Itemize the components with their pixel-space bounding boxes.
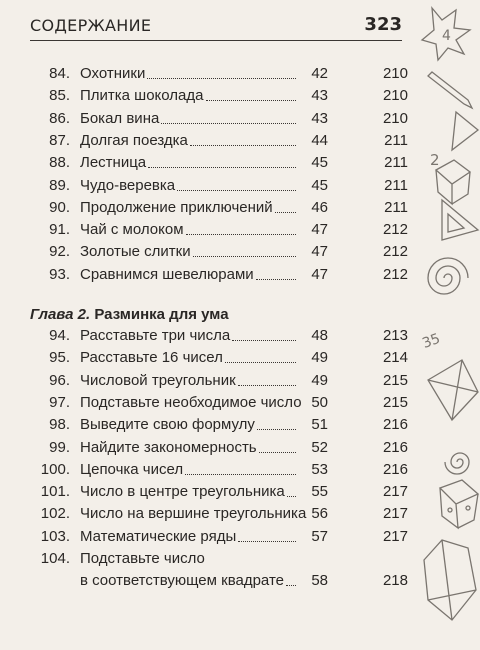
entry-page-problem: 45 <box>311 176 328 194</box>
entry-page-problem: 43 <box>311 87 328 105</box>
dot-leader <box>225 362 296 363</box>
toc-entry <box>30 347 408 369</box>
dot-leader <box>147 78 296 79</box>
toc-entry <box>30 325 408 347</box>
entry-page-answer: 210 <box>382 109 408 127</box>
entry-page-problem: 47 <box>311 265 328 283</box>
entry-page-answer: 215 <box>382 393 408 411</box>
entry-page-answer: 212 <box>382 221 408 239</box>
toc-entry <box>30 414 408 436</box>
toc-entry <box>30 175 408 197</box>
dot-leader <box>275 212 296 213</box>
entry-page-answer: 217 <box>382 483 408 501</box>
dot-leader <box>232 340 296 341</box>
dot-leader <box>238 541 296 542</box>
cube-doodle-icon <box>436 160 470 204</box>
entry-number: 89. <box>49 176 70 194</box>
doodle-digit-mid: 2 <box>430 151 440 169</box>
entry-number: 96. <box>49 371 70 389</box>
entry-page-problem: 50 <box>311 393 328 411</box>
toc-entry <box>30 108 408 130</box>
entry-page-problem: 44 <box>311 131 328 149</box>
dot-leader <box>193 256 296 257</box>
entry-number: 101. <box>40 483 70 501</box>
entry-page-answer: 210 <box>382 87 408 105</box>
entry-title: Цепочка чисел <box>80 459 185 481</box>
entry-title: Продолжение приключений <box>80 197 275 219</box>
entry-title: Число в центре треугольника <box>80 481 287 503</box>
entry-title: Математические ряды <box>80 526 238 548</box>
toc-entry <box>30 481 408 503</box>
entry-number: 99. <box>49 438 70 456</box>
entry-page-answer: 212 <box>382 265 408 283</box>
dot-leader <box>287 496 296 497</box>
entry-title: Найдите закономерность <box>80 437 259 459</box>
dice-doodle-icon <box>440 480 478 528</box>
entry-title: Лестница <box>80 152 148 174</box>
entry-page-answer: 218 <box>382 572 408 589</box>
entry-page-answer: 210 <box>382 65 408 82</box>
doodle-digit-low: 35 <box>420 330 443 352</box>
entry-title: Числовой треугольник <box>80 370 238 392</box>
page-header <box>30 14 402 41</box>
entry-number: 92. <box>49 243 70 261</box>
triangle-doodle-icon <box>452 112 478 150</box>
toc-entry <box>30 570 408 592</box>
chapter-heading <box>30 304 408 326</box>
crystal-doodle-icon <box>424 540 476 620</box>
entry-number: 86. <box>49 109 70 127</box>
entry-title: Число на вершине треугольника <box>80 503 308 525</box>
entry-title: Расставьте 16 чисел <box>80 347 225 369</box>
toc-entry <box>30 370 408 392</box>
entry-page-problem: 47 <box>311 221 328 239</box>
toc-entry <box>30 241 408 263</box>
entry-title: Подставьте число <box>80 548 207 570</box>
entry-page-answer: 215 <box>382 371 408 389</box>
entry-page-problem: 53 <box>311 460 328 478</box>
entry-page-problem: 55 <box>311 483 328 501</box>
spiral-doodle-icon <box>428 258 468 294</box>
spiral-small-icon <box>445 453 469 474</box>
entry-number: 98. <box>49 416 70 434</box>
entry-number: 103. <box>40 527 70 545</box>
entry-title: Плитка шоколада <box>80 85 206 107</box>
entry-page-answer: 211 <box>384 131 408 149</box>
toc-entry <box>30 219 408 241</box>
entry-number: 91. <box>49 221 70 239</box>
entry-page-answer: 212 <box>382 243 408 261</box>
dot-leader <box>206 100 296 101</box>
entry-number: 88. <box>49 154 70 172</box>
entry-number: 87. <box>49 131 70 149</box>
entry-number: 104. <box>40 550 70 567</box>
dot-leader <box>186 234 296 235</box>
entry-page-problem: 48 <box>311 327 328 344</box>
toc-entry <box>30 264 408 286</box>
entry-number: 95. <box>49 349 70 367</box>
entry-page-answer: 216 <box>382 460 408 478</box>
pencil-doodle-icon <box>428 72 472 108</box>
doodle-digit-top: 4 <box>442 28 451 44</box>
dot-leader <box>185 474 296 475</box>
entry-page-answer: 217 <box>382 527 408 545</box>
toc-entry <box>30 392 408 414</box>
toc-entry <box>30 197 408 219</box>
dot-leader <box>259 452 296 453</box>
entry-number: 93. <box>49 265 70 283</box>
entry-page-problem: 56 <box>311 505 328 523</box>
toc-entry <box>30 85 408 107</box>
entry-page-problem: 52 <box>311 438 328 456</box>
dot-leader <box>190 145 296 146</box>
entry-title: Сравнимся шевелюрами <box>80 264 256 286</box>
toc-entry <box>30 130 408 152</box>
entry-number: 85. <box>49 87 70 105</box>
entry-title: Чудо-веревка <box>80 175 177 197</box>
entry-page-answer: 214 <box>382 349 408 367</box>
margin-doodles <box>412 0 480 650</box>
triangle-ruler-icon <box>442 200 478 240</box>
toc-entry <box>30 526 408 548</box>
dot-leader <box>286 585 296 586</box>
entry-page-problem: 57 <box>311 527 328 545</box>
dot-leader <box>161 123 296 124</box>
entry-title: Охотники <box>80 63 147 85</box>
entry-page-answer: 211 <box>384 154 408 172</box>
entry-page-answer: 217 <box>382 505 408 523</box>
entry-title: Подставьте необходимое число <box>80 392 304 414</box>
chapter-prefix: Глава 2. <box>30 306 91 323</box>
entry-page-problem: 42 <box>311 65 328 82</box>
entry-page-answer: 216 <box>382 438 408 456</box>
entry-page-answer: 211 <box>384 176 408 194</box>
entry-title: Бокал вина <box>80 108 161 130</box>
dot-leader <box>257 429 296 430</box>
entry-title: Выведите свою формулу <box>80 414 257 436</box>
entry-number: 102. <box>40 505 70 523</box>
entry-page-problem: 46 <box>311 198 328 216</box>
toc-entry <box>30 437 408 459</box>
entry-page-problem: 49 <box>311 349 328 367</box>
entry-title: в соответствующем квадрате <box>80 570 286 592</box>
entry-title: Чай с молоком <box>80 219 186 241</box>
entry-page-answer: 216 <box>382 416 408 434</box>
entry-page-answer: 211 <box>384 198 408 216</box>
entry-title: Золотые слитки <box>80 241 193 263</box>
entry-page-problem: 43 <box>311 109 328 127</box>
pyramid-doodle-icon <box>428 360 478 420</box>
page-number: 323 <box>364 14 402 35</box>
toc-entry <box>30 459 408 481</box>
entry-page-answer: 213 <box>382 327 408 344</box>
entry-page-problem: 58 <box>311 572 328 589</box>
entry-number: 90. <box>49 198 70 216</box>
dot-leader <box>238 385 296 386</box>
dot-leader <box>256 279 296 280</box>
toc-entry <box>30 548 408 570</box>
entry-number: 84. <box>49 65 70 82</box>
dot-leader <box>177 190 296 191</box>
running-title: СОДЕРЖАНИЕ <box>30 16 152 35</box>
toc-entry <box>30 503 408 525</box>
entry-page-problem: 45 <box>311 154 328 172</box>
entry-number: 94. <box>49 327 70 344</box>
entry-page-problem: 49 <box>311 371 328 389</box>
entry-number: 100. <box>40 460 70 478</box>
entry-number: 97. <box>49 393 70 411</box>
entry-page-problem: 47 <box>311 243 328 261</box>
entry-title: Расставьте три числа <box>80 325 232 347</box>
dot-leader <box>148 167 296 168</box>
entry-title: Долгая поездка <box>80 130 190 152</box>
entry-page-problem: 51 <box>311 416 328 434</box>
toc-entry <box>30 152 408 174</box>
chapter-title: Разминка для ума <box>94 306 229 323</box>
toc-entry <box>30 63 408 85</box>
